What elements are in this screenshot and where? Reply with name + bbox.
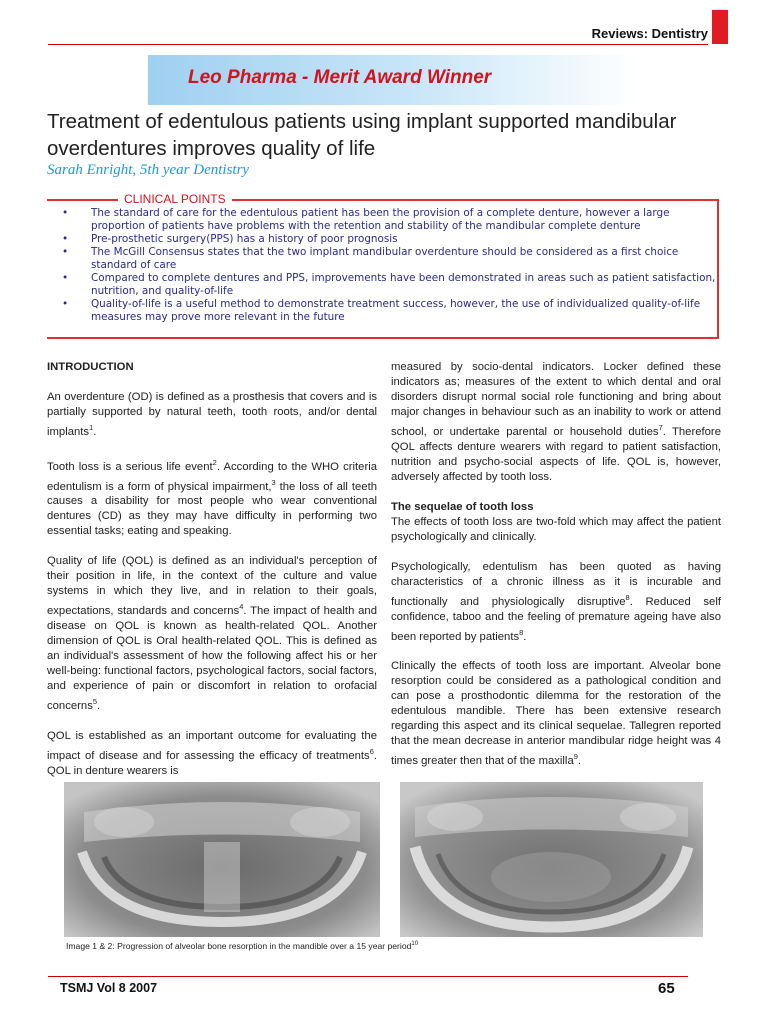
clinical-point: • Compared to complete dentures and PPS, improvements have been demonstrated in areas such as patient satisfaction, nutrition, and quality-of-life xyxy=(60,272,716,298)
right-column xyxy=(391,360,721,784)
paragraph: An overdenture (OD) is defined as a prosthesis that covers and is partially supported by natural teeth, tooth roots, and/or dental implants$^1$. xyxy=(47,391,377,438)
paragraph: Quality of life (QOL) is defined as an individual's perception of their position in life, in the context of the culture and value systems in which they live, and in relation to their goals, expectations, standards and concerns$^4$. The impact of health and disease on QOL is known as health-related QOL. Another dimension of QOL is Oral health-related QOL. This is defined as an individual's assessment of how the following affect his or her well-being: functional factors, psychological factors, social factors, and experience of pain or discomfort in relation to orofacial concerns$^5$. xyxy=(47,555,377,712)
clinical-point: • Quality-of-life is a useful method to demonstrate treatment success, however, the use of individualized quality-of-life measures may prove more relevant in the future xyxy=(60,298,716,324)
intro-heading: INTRODUCTION xyxy=(47,361,134,373)
paragraph: Tooth loss is a serious life event$^2$. According to the WHO criteria edentulism is a form of physical impairment,$^3$ the loss of all teeth causes a disability for most people who wear conventional dentures (CD) as they may have difficulty in performing two essential tasks; eating and speaking. xyxy=(47,457,377,538)
paragraph: Clinically the effects of tooth loss are important. Alveolar bone resorption could be considered as a pathological condition and can pose a prosthodontic dilemma for the restoration of the edentulous mandible. There has been extensive research regarding this aspect and its clinical sequelae. Tallegren reported that the mean decrease in anterior mandibular ridge height was 4 times greater then that of the maxilla$^9$. xyxy=(391,660,721,768)
xray-image-2 xyxy=(400,782,703,937)
clinical-points-list xyxy=(60,207,716,324)
xray-image-1 xyxy=(64,782,380,937)
section-tag: Reviews: Dentistry xyxy=(591,26,708,41)
paragraph: measured by socio-dental indicators. Locker defined these indicators as; measures of the extent to which dental and oral disorders disrupt normal social role functioning and bring about major changes in behaviour such as an inability to work or attend school, or undertake parental or household duties$^7$. Therefore QOL affects denture wearers with regard to patient satisfaction, nutrition and psycho-social aspects of life. QOL is, however, adversely affected by tooth loss. xyxy=(391,361,721,483)
paragraph: Psychologically, edentulism has been quoted as having characteristics of a chronic illness as it is incurable and functionally and physiologically disruptive$^8$. Reduced self confidence, taboo and the feeling of premature ageing have also been reported by patients$^8$. xyxy=(391,560,721,643)
left-column xyxy=(47,360,377,794)
paragraph: The effects of tooth loss are two-fold which may affect the patient psychologically and clinically. xyxy=(391,515,721,543)
footer-rule xyxy=(48,976,688,977)
footer-journal: TSMJ Vol 8 2007 xyxy=(60,981,158,995)
header-red-block xyxy=(712,10,728,44)
clinical-point: • Pre-prosthetic surgery(PPS) has a history of poor prognosis xyxy=(60,233,716,246)
article-title: Treatment of edentulous patients using implant supported mandibular overdentures improves quality of life xyxy=(47,110,677,160)
header-rule xyxy=(48,44,708,45)
award-banner-text: Leo Pharma - Merit Award Winner xyxy=(188,67,492,88)
figure-caption: Image 1 & 2: Progression of alveolar bone resorption in the mandible over a 15 year period$^{10}$ xyxy=(66,941,419,951)
sequelae-heading: The sequelae of tooth loss xyxy=(391,500,534,513)
clinical-points-label: CLINICAL POINTS xyxy=(118,192,232,206)
article-author: Sarah Enright, 5th year Dentistry xyxy=(47,162,250,178)
clinical-point: • The McGill Consensus states that the two implant mandibular overdenture should be considered as a first choice standard of care xyxy=(60,246,716,272)
clinical-point: • The standard of care for the edentulous patient has been the provision of a complete denture, however a large proportion of patients have problems with the retention and stability of the mandibular complete denture xyxy=(60,207,716,233)
page-number: 65 xyxy=(658,980,675,997)
paragraph: QOL is established as an important outcome for evaluating the impact of disease and for assessing the efficacy of treatments$^6$. QOL in denture wearers is xyxy=(47,729,377,777)
